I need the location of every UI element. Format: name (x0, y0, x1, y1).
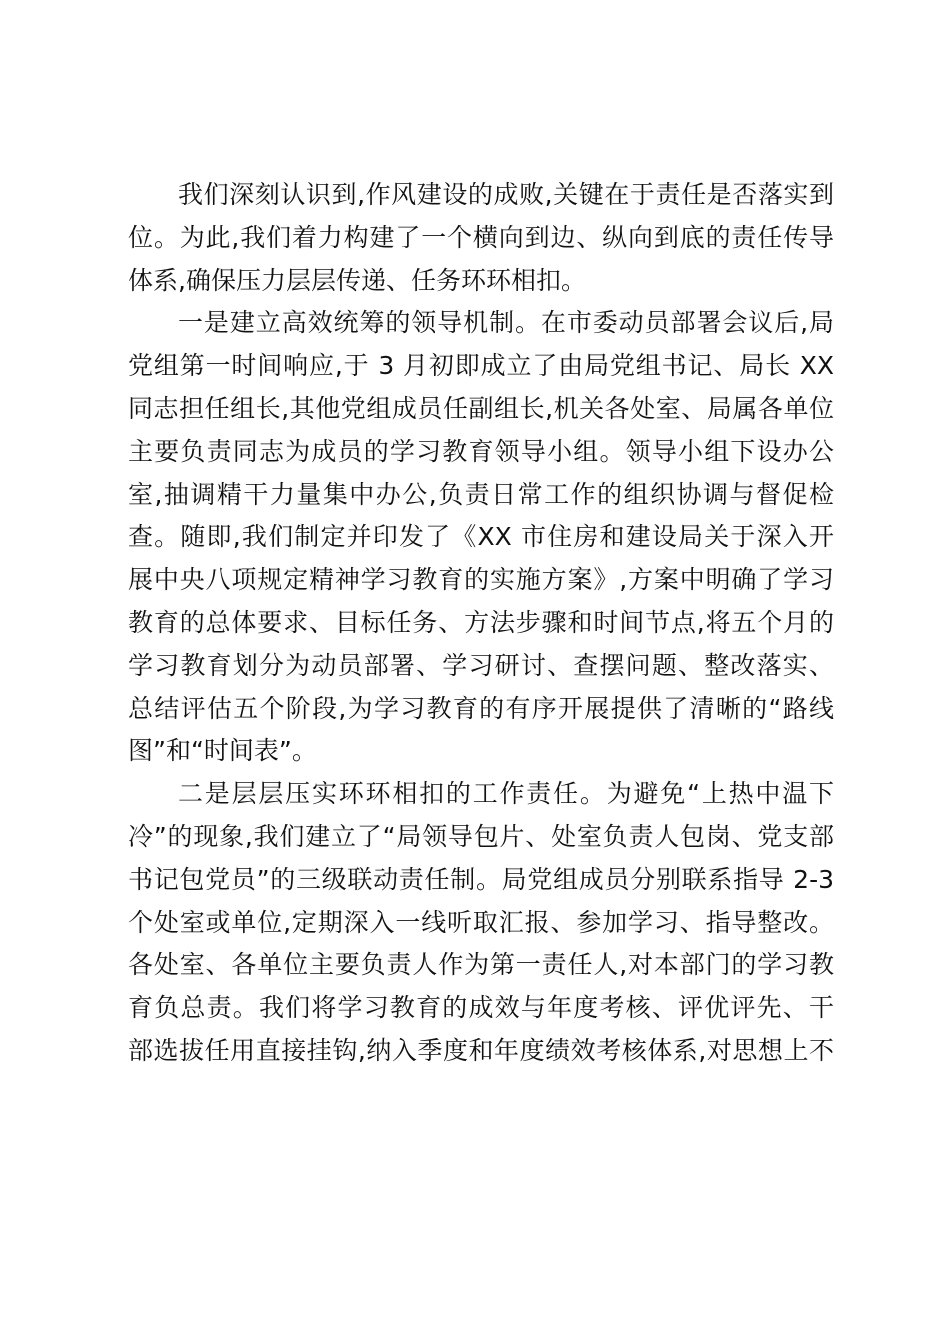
text-line: 图”和“时间表”。 (128, 736, 317, 766)
text-line: 二是层层压实环环相扣的工作责任。为避免“上热中温下 (178, 779, 834, 809)
text-line: 查。随即,我们制定并印发了《XX 市住房和建设局关于深入开 (128, 522, 834, 552)
text-line: 育负总责。我们将学习教育的成效与年度考核、评优评先、干 (128, 993, 834, 1023)
text-line: 室,抽调精干力量集中办公,负责日常工作的组织协调与督促检 (128, 479, 834, 509)
text-line: 主要负责同志为成员的学习教育领导小组。领导小组下设办公 (128, 436, 834, 466)
text-line: 党组第一时间响应,于 3 月初即成立了由局党组书记、局长 XX (128, 351, 834, 381)
text-line: 同志担任组长,其他党组成员任副组长,机关各处室、局属各单位 (128, 393, 834, 423)
text-line: 展中央八项规定精神学习教育的实施方案》,方案中明确了学习 (128, 565, 834, 595)
text-line: 一是建立高效统筹的领导机制。在市委动员部署会议后,局 (178, 308, 834, 338)
text-line: 书记包党员”的三级联动责任制。局党组成员分别联系指导 2-3 (128, 864, 834, 894)
text-line: 总结评估五个阶段,为学习教育的有序开展提供了清晰的“路线 (128, 693, 834, 723)
paragraph-work-responsibility (128, 773, 834, 1073)
text-line: 位。为此,我们着力构建了一个横向到边、纵向到底的责任传导 (128, 222, 834, 252)
text-line: 体系,确保压力层层传递、任务环环相扣。 (128, 265, 586, 295)
paragraph-responsibility-intro (128, 174, 834, 302)
text-line: 学习教育划分为动员部署、学习研讨、查摆问题、整改落实、 (128, 650, 834, 680)
text-line: 个处室或单位,定期深入一线听取汇报、参加学习、指导整改。 (128, 907, 834, 937)
text-line: 我们深刻认识到,作风建设的成败,关键在于责任是否落实到 (178, 180, 834, 209)
text-line: 部选拔任用直接挂钩,纳入季度和年度绩效考核体系,对思想上不 (128, 1035, 834, 1065)
paragraph-leadership-mechanism (128, 302, 834, 773)
text-line: 冷”的现象,我们建立了“局领导包片、处室负责人包岗、党支部 (128, 821, 834, 851)
text-line: 各处室、各单位主要负责人作为第一责任人,对本部门的学习教 (128, 950, 834, 980)
document-body (128, 174, 834, 1073)
text-line: 教育的总体要求、目标任务、方法步骤和时间节点,将五个月的 (128, 607, 834, 637)
